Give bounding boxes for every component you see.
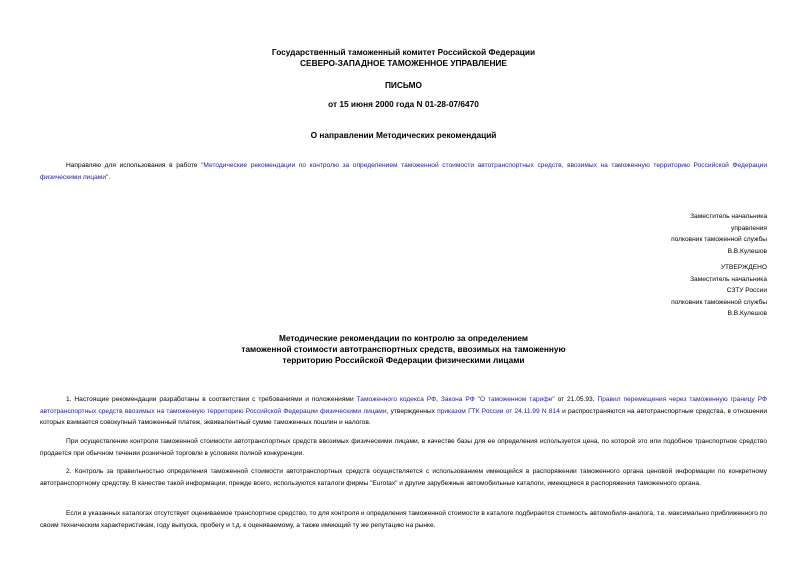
department-name: СЕВЕРО-ЗАПАДНОЕ ТАМОЖЕННОЕ УПРАВЛЕНИЕ [300,58,507,68]
paragraph-1 [40,394,767,429]
letter-body-end: . [108,173,111,181]
recommendations-title-line: территорию Российской Федерации физическими лицами [282,355,525,365]
paragraph-text: , утвержденных [386,407,438,415]
paragraph-text: и распространяются на автотранспортные средства, в отношении которых взимается совокупный таможенный платеж, эквивалентный сумме таможенных пошлин и налогов. [40,407,767,427]
approval-block [567,262,767,320]
paragraph-2: При осуществлении контроля таможенной стоимости автотранспортных средств ввозимых физическими лицами, в качестве базы для ее определения используется цена, по которой это или подобное транспортное средство продается при обычном течении розничной торговли в условиях полной конкуренции. [40,438,767,457]
committee-name: Государственный таможенный комитет Российской Федерации [271,47,536,57]
letter-body [40,160,767,183]
approval-organization: СЗТУ России [726,287,767,295]
document-header [0,47,807,69]
transport-rules-link[interactable]: Правил перемещения через таможенную границу РФ автотранспортных средств ввозимых на таможенную территорию Российской Федерации физическими лицами [40,396,767,415]
paragraph-text: , [436,396,441,403]
gtk-order-link[interactable]: приказом ГТК России от 24.11.99 N 814 [437,407,560,415]
approval-position: Заместитель начальника [690,275,767,283]
recommendations-title-line: Методические рекомендации по контролю за определением [278,333,528,343]
signature-name: В.В.Кулешов [727,247,767,255]
signature-position: Заместитель начальника [690,213,767,220]
approval-rank: полковник таможенной службы [671,298,767,306]
paragraph-3: 2. Контроль за правильностью определения таможенной стоимости автотранспортных средств осуществляется с использованием имеющейся в распоряжении таможенного органа ценовой информации по конкретному автотранспортному средству. В качестве такой информации, прежде всего, используются каталоги фирмы "Eurotax" и другие зарубежные автомобильные каталоги, имеющиеся в распоряжении таможенного органа. [40,468,767,487]
recommendations-title [0,333,807,366]
approval-label: УТВЕРЖДЕНО [720,264,767,271]
tariff-law-link[interactable]: Закона РФ "О таможенном тарифе" [440,396,555,403]
recommendations-link[interactable]: "Методические рекомендации по контролю за определением таможенной стоимости автотранспортных средств, ввозимых на таможенную территорию Российской Федерации физическими лицами" [40,162,768,181]
paragraph-text: от 21.05.93, [554,396,598,403]
paragraph-text: 1. Настоящие рекомендации разработаны в соответствии с требованиями и положениями [66,396,357,403]
document-date-number: от 15 июня 2000 года N 01-28-07/6470 [328,99,479,109]
document-type: ПИСЬМО [384,80,423,90]
approval-name: В.В.Кулешов [727,310,767,318]
signature-block [567,211,767,257]
signature-rank: полковник таможенной службы [671,236,767,244]
document-subject: О направлении Методических рекомендаций [310,130,497,140]
signature-department: управления [731,224,767,232]
customs-code-link[interactable]: Таможенного кодекса РФ [356,396,437,403]
recommendations-title-line: таможенной стоимости автотранспортных средств, ввозимых на таможенную [241,344,566,354]
letter-body-text: Направляю для использования в работе [66,162,202,169]
paragraph-4: Если в указанных каталогах отсутствует оцениваемое транспортное средство, то для контроля и определения таможенной стоимости в каталоге подбирается стоимость автомобиля-аналога, т.е. максимально приближенного по своим техническим характеристикам, году выпуска, пробегу и т.д. к оцениваемому, а также имеющий ту же репутацию на рынке. [40,510,767,529]
